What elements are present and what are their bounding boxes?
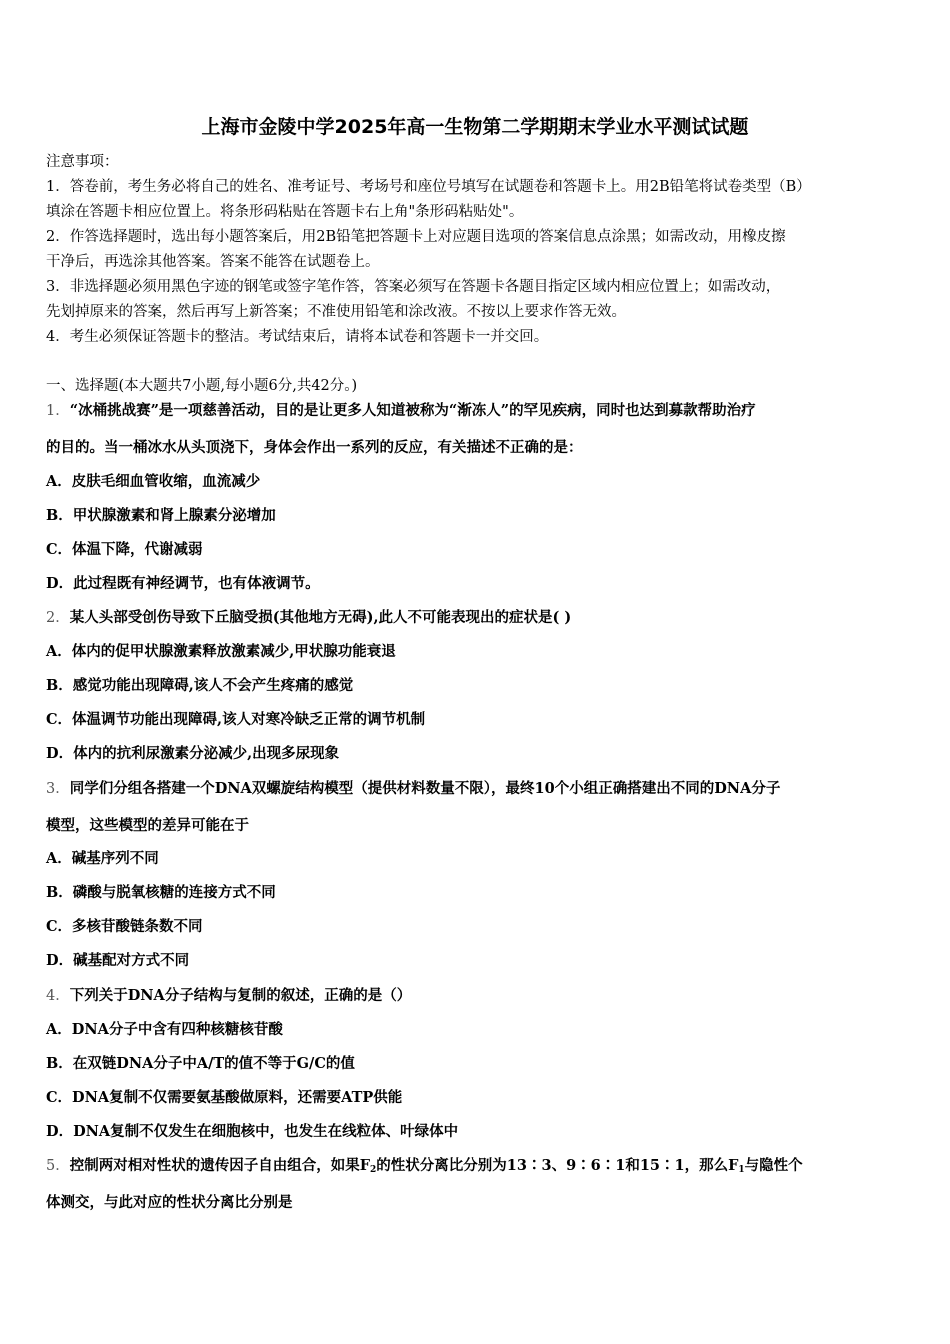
subscript: 1 [738,1165,745,1175]
answer-option: C．体温下降，代谢减弱 [46,541,203,558]
answer-option: D．DNA复制不仅发生在细胞核中，也发生在线粒体、叶绿体中 [46,1123,459,1140]
question-stem [46,608,571,628]
answer-option: B．在双链DNA分子中A/T的值不等于G/C的值 [46,1055,355,1072]
question-text: 下列关于DNA分子结构与复制的叙述，正确的是（） [69,987,412,1004]
answer-option: C．体温调节功能出现障碍,该人对寒冷缺乏正常的调节机制 [46,711,426,728]
answer-option: C．DNA复制不仅需要氨基酸做原料，还需要ATP供能 [46,1089,403,1106]
notice-line: 3．非选择题必须用黑色字迹的钢笔或签字笔作答，答案必须写在答题卡各题目指定区域内相应位置上；如需改动， [46,279,781,295]
notice-line: 干净后，再选涂其他答案。答案不能答在试题卷上。 [46,254,380,270]
question-number: 4． [46,988,70,1004]
question-text: 的性状分离比分别为13∶3、9∶6∶1和15∶1，那么F [376,1157,739,1174]
question-text: 某人头部受创伤导致下丘脑受损(其他地方无碍),此人不可能表现出的症状是( ) [69,609,572,626]
question-text: 与隐性个 [744,1157,803,1174]
notice-line: 4．考生必须保证答题卡的整洁。考试结束后，请将本试卷和答题卡一并交回。 [46,329,549,345]
question-number: 5． [46,1158,70,1174]
question-stem [46,1156,803,1176]
answer-option: A．皮肤毛细血管收缩，血流减少 [46,473,261,490]
answer-option: B．甲状腺激素和肾上腺素分泌增加 [46,507,276,524]
section-heading: 一、选择题(本大题共7小题,每小题6分,共42分。) [46,378,358,394]
answer-option: B．磷酸与脱氧核糖的连接方式不同 [46,884,276,901]
question-stem-cont: 的目的。当一桶冰水从头顶浇下，身体会作出一系列的反应，有关描述不正确的是： [46,439,583,456]
answer-option: C．多核苷酸链条数不同 [46,918,203,935]
answer-option: A．DNA分子中含有四种核糖核苷酸 [46,1021,283,1038]
notice-heading: 注意事项： [46,154,119,170]
question-stem [46,986,411,1006]
notice-line: 2．作答选择题时，选出每小题答案后，用2B铅笔把答题卡上对应题目选项的答案信息点涂黑；如需改动，用橡皮擦 [46,229,786,245]
notice-line: 1．答卷前，考生务必将自己的姓名、准考证号、考场号和座位号填写在试题卷和答题卡上。用2B铅笔将试卷类型（B） [46,179,811,195]
question-text: “冰桶挑战赛”是一项慈善活动，目的是让更多人知道被称为“渐冻人”的罕见疾病，同时也达到募款帮助治疗 [69,402,756,419]
answer-option: D．碱基配对方式不同 [46,952,190,969]
answer-option: D．体内的抗利尿激素分泌减少,出现多尿现象 [46,745,340,762]
question-stem [46,401,756,421]
question-number: 2． [46,610,70,626]
answer-option: D．此过程既有神经调节，也有体液调节。 [46,575,320,592]
notice-line: 填涂在答题卡相应位置上。将条形码粘贴在答题卡右上角"条形码粘贴处"。 [46,204,524,220]
question-number: 1． [46,403,70,419]
page-title: 上海市金陵中学2025年高一生物第二学期期末学业水平测试试题 [201,116,749,138]
question-stem-cont: 体测交，与此对应的性状分离比分别是 [46,1194,293,1211]
question-text: 控制两对相对性状的遗传因子自由组合，如果F [69,1157,371,1174]
question-stem-cont: 模型，这些模型的差异可能在于 [46,817,249,834]
answer-option: A．体内的促甲状腺激素释放激素减少,甲状腺功能衰退 [46,643,396,660]
answer-option: B．感觉功能出现障碍,该人不会产生疼痛的感觉 [46,677,354,694]
question-stem [46,779,780,799]
notice-line: 先划掉原来的答案，然后再写上新答案；不准使用铅笔和涂改液。不按以上要求作答无效。 [46,304,626,320]
question-number: 3． [46,781,70,797]
subscript: 2 [370,1165,377,1175]
question-text: 同学们分组各搭建一个DNA双螺旋结构模型（提供材料数量不限），最终10个小组正确搭建出不同的DNA分子 [69,780,781,797]
answer-option: A．碱基序列不同 [46,850,159,867]
